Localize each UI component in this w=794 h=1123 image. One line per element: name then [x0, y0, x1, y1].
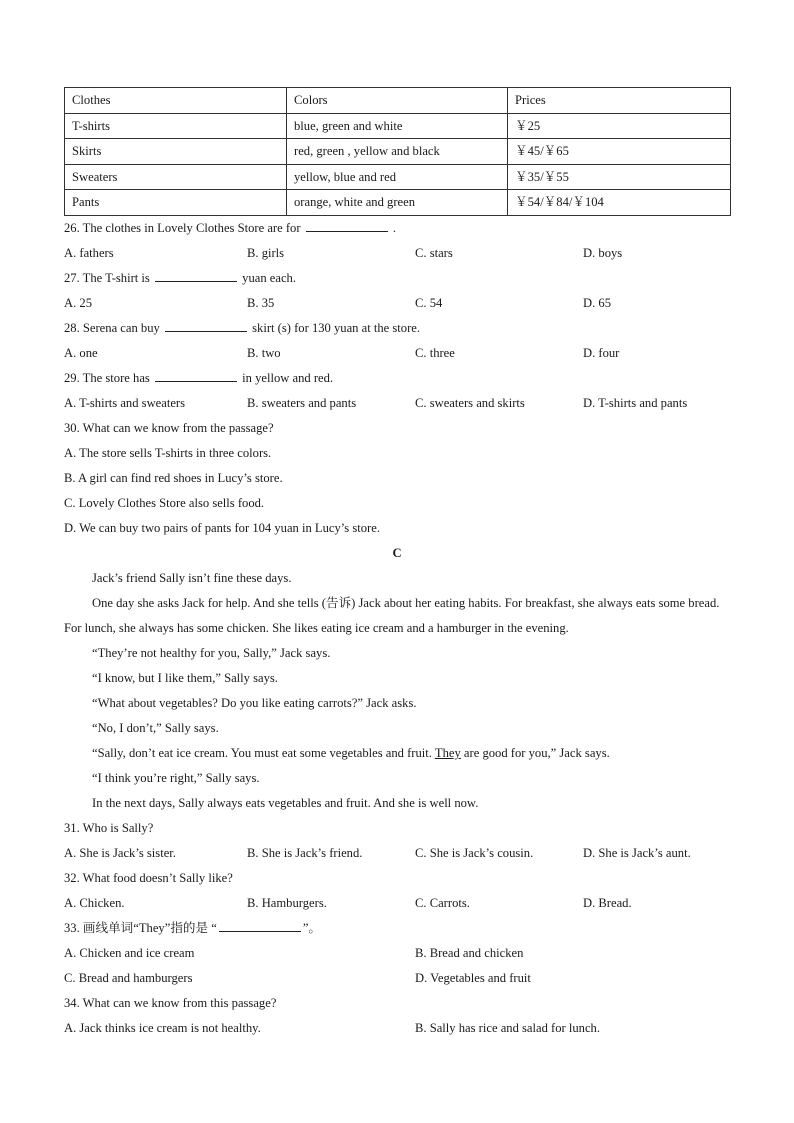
option-a: A. The store sells T-shirts in three colors.: [64, 445, 272, 460]
option-c: C. Bread and hamburgers: [64, 970, 193, 985]
table-row: [65, 190, 731, 216]
option-b: B. 35: [247, 295, 275, 310]
answer-blank: [155, 367, 237, 382]
table-cell: ￥45/￥65: [508, 139, 731, 165]
question-stem: 33. 画线单词“They”指的是 “: [64, 920, 217, 935]
question-34-options-row1: [64, 1016, 730, 1041]
question-stem: 26. The clothes in Lovely Clothes Store are for: [64, 220, 301, 235]
passage-text: are good for you,” Jack says.: [463, 745, 610, 760]
passage-paragraph: In the next days, Sally always eats vegetables and fruit. And she is well now.: [92, 795, 479, 810]
option-c: C. Lovely Clothes Store also sells food.: [64, 495, 265, 510]
answer-blank: [165, 317, 247, 332]
question-28-options: [64, 341, 730, 366]
document-page: [64, 87, 730, 1041]
option-b: B. two: [247, 345, 281, 360]
passage-paragraph: “They’re not healthy for you, Sally,” Jack says.: [92, 645, 331, 660]
table-row: [65, 113, 731, 139]
option-c: C. three: [415, 345, 455, 360]
passage-paragraph: One day she asks Jack for help. And she tells (告诉) Jack about her eating habits. For breakfast, she always eats some bread. For lunch, she always has some chicken. She likes eating ice cream and a hamburger in the evening.: [64, 595, 720, 635]
option-a: A. Chicken.: [64, 895, 125, 910]
question-stem: 28. Serena can buy: [64, 320, 160, 335]
table-cell: orange, white and green: [287, 190, 508, 216]
question-32-options: [64, 891, 730, 916]
table-row: [65, 164, 731, 190]
answer-blank: [306, 217, 388, 232]
option-c: C. stars: [415, 245, 453, 260]
header-cell: Clothes: [65, 88, 287, 114]
option-a: A. T-shirts and sweaters: [64, 395, 186, 410]
question-34: 34. What can we know from this passage?: [64, 995, 277, 1010]
table-cell: Pants: [65, 190, 287, 216]
passage-paragraph: Jack’s friend Sally isn’t fine these days.: [92, 570, 292, 585]
option-a: A. Chicken and ice cream: [64, 945, 195, 960]
question-27: [64, 266, 730, 291]
table-cell: ￥35/￥55: [508, 164, 731, 190]
table-cell: blue, green and white: [287, 113, 508, 139]
option-b: B. Hamburgers.: [247, 895, 327, 910]
option-d: D. boys: [583, 245, 623, 260]
passage-paragraph: “No, I don’t,” Sally says.: [92, 720, 219, 735]
table-cell: ￥25: [508, 113, 731, 139]
option-b: B. Bread and chicken: [415, 945, 524, 960]
option-d: D. We can buy two pairs of pants for 104 yuan in Lucy’s store.: [64, 520, 380, 535]
section-heading: C: [392, 545, 402, 560]
question-28: [64, 316, 730, 341]
option-a: A. She is Jack’s sister.: [64, 845, 176, 860]
question-33: [64, 916, 730, 941]
table-header-row: [65, 88, 731, 114]
option-c: C. 54: [415, 295, 443, 310]
question-33-options-row2: [64, 966, 730, 991]
option-a: A. 25: [64, 295, 92, 310]
question-26-options: [64, 241, 730, 266]
option-b: B. A girl can find red shoes in Lucy’s store.: [64, 470, 283, 485]
question-stem-end: in yellow and red.: [242, 370, 334, 385]
option-d: D. She is Jack’s aunt.: [583, 845, 691, 860]
question-29-options: [64, 391, 730, 416]
option-c: C. Carrots.: [415, 895, 470, 910]
header-cell: Prices: [508, 88, 731, 114]
question-stem-end: skirt (s) for 130 yuan at the store.: [252, 320, 421, 335]
option-b: B. She is Jack’s friend.: [247, 845, 363, 860]
table-cell: T-shirts: [65, 113, 287, 139]
question-29: [64, 366, 730, 391]
option-b: B. girls: [247, 245, 285, 260]
underlined-word: They: [434, 745, 461, 760]
question-30: 30. What can we know from the passage?: [64, 420, 274, 435]
question-stem-end: ”。: [302, 920, 322, 935]
option-d: D. T-shirts and pants: [583, 395, 688, 410]
option-d: D. four: [583, 345, 620, 360]
table-cell: Skirts: [65, 139, 287, 165]
table-cell: ￥54/￥84/￥104: [508, 190, 731, 216]
option-d: D. Bread.: [583, 895, 632, 910]
option-a: A. one: [64, 345, 98, 360]
option-c: C. sweaters and skirts: [415, 395, 525, 410]
option-c: C. She is Jack’s cousin.: [415, 845, 534, 860]
passage-paragraph: “I think you’re right,” Sally says.: [92, 770, 260, 785]
question-stem: 29. The store has: [64, 370, 150, 385]
question-27-options: [64, 291, 730, 316]
table-cell: Sweaters: [65, 164, 287, 190]
option-a: A. Jack thinks ice cream is not healthy.: [64, 1020, 261, 1035]
option-d: D. 65: [583, 295, 611, 310]
option-b: B. sweaters and pants: [247, 395, 357, 410]
passage-paragraph: [64, 741, 730, 766]
clothes-table: [64, 87, 731, 216]
answer-blank: [155, 267, 237, 282]
question-26: [64, 216, 730, 241]
question-31: 31. Who is Sally?: [64, 820, 154, 835]
question-stem-end: yuan each.: [242, 270, 296, 285]
table-cell: yellow, blue and red: [287, 164, 508, 190]
passage-text: “Sally, don’t eat ice cream. You must eat some vegetables and fruit.: [92, 745, 432, 760]
table-row: [65, 139, 731, 165]
question-32: 32. What food doesn’t Sally like?: [64, 870, 233, 885]
question-33-options-row1: [64, 941, 730, 966]
option-a: A. fathers: [64, 245, 114, 260]
header-cell: Colors: [287, 88, 508, 114]
passage-paragraph: “What about vegetables? Do you like eating carrots?” Jack asks.: [92, 695, 417, 710]
question-stem-end: .: [392, 220, 397, 235]
passage-paragraph: “I know, but I like them,” Sally says.: [92, 670, 278, 685]
option-b: B. Sally has rice and salad for lunch.: [415, 1020, 601, 1035]
answer-blank: [219, 917, 301, 932]
question-stem: 27. The T-shirt is: [64, 270, 150, 285]
table-cell: red, green , yellow and black: [287, 139, 508, 165]
option-d: D. Vegetables and fruit: [415, 970, 531, 985]
question-31-options: [64, 841, 730, 866]
